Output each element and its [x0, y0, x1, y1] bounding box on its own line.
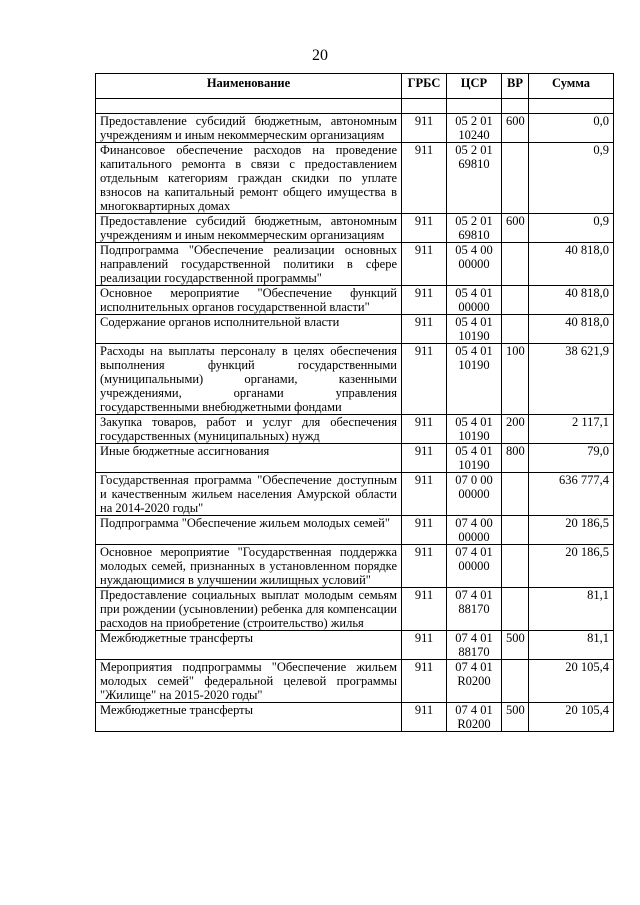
- row-csr-line2: 00000: [458, 257, 490, 271]
- table-row: [96, 703, 614, 732]
- row-csr-line1: 05 2 01: [455, 214, 493, 228]
- row-csr-line1: 07 4 01: [455, 660, 493, 674]
- row-csr-line1: 05 4 01: [455, 344, 493, 358]
- table-row: [96, 243, 614, 286]
- row-csr: [447, 660, 502, 703]
- row-csr-line1: 07 4 01: [455, 703, 493, 717]
- table-row: [96, 545, 614, 588]
- row-csr: [447, 344, 502, 415]
- header-vr: ВР: [502, 74, 529, 99]
- row-sum: 20 105,4: [529, 660, 614, 703]
- row-name: Межбюджетные трансферты: [96, 703, 402, 732]
- row-grbs: 911: [402, 114, 447, 143]
- table-row: [96, 631, 614, 660]
- row-csr-line2: 10190: [458, 358, 490, 372]
- row-vr: 600: [502, 214, 529, 243]
- row-csr: [447, 143, 502, 214]
- row-csr: [447, 315, 502, 344]
- row-grbs: 911: [402, 286, 447, 315]
- page-number: 20: [312, 47, 328, 64]
- table-row: [96, 344, 614, 415]
- row-name: Иные бюджетные ассигнования: [96, 444, 402, 473]
- row-name: Предоставление субсидий бюджетным, автономным учреждениям и иным некоммерческим организациям: [96, 214, 402, 243]
- row-grbs: 911: [402, 243, 447, 286]
- table-row: [96, 143, 614, 214]
- row-csr-line2: 10240: [458, 128, 490, 142]
- row-csr: [447, 516, 502, 545]
- row-sum: 40 818,0: [529, 286, 614, 315]
- row-sum: 20 186,5: [529, 545, 614, 588]
- row-csr: [447, 415, 502, 444]
- row-csr-line1: 07 4 01: [455, 588, 493, 602]
- row-vr: 500: [502, 703, 529, 732]
- row-name: Предоставление субсидий бюджетным, автономным учреждениям и иным некоммерческим организациям: [96, 114, 402, 143]
- row-csr: [447, 243, 502, 286]
- row-name: Финансовое обеспечение расходов на проведение капитального ремонта в связи с предоставлением отдельным категориям граждан скидки по уплате взносов на капитальный ремонт общего имущества в многоквартирных домах: [96, 143, 402, 214]
- table-row: [96, 516, 614, 545]
- row-sum: 38 621,9: [529, 344, 614, 415]
- row-sum: 0,0: [529, 114, 614, 143]
- row-csr-line1: 05 4 01: [455, 444, 493, 458]
- row-csr: [447, 444, 502, 473]
- row-csr: [447, 588, 502, 631]
- table-row: [96, 315, 614, 344]
- row-vr: [502, 545, 529, 588]
- row-csr-line1: 05 2 01: [455, 114, 493, 128]
- row-csr-line2: 00000: [458, 300, 490, 314]
- row-grbs: 911: [402, 315, 447, 344]
- row-csr-line2: 10190: [458, 458, 490, 472]
- budget-table: [95, 73, 614, 732]
- row-sum: 81,1: [529, 588, 614, 631]
- row-csr-line1: 07 4 01: [455, 545, 493, 559]
- row-grbs: 911: [402, 473, 447, 516]
- row-csr-line1: 05 2 01: [455, 143, 493, 157]
- row-csr: [447, 214, 502, 243]
- row-sum: 2 117,1: [529, 415, 614, 444]
- row-csr-line2: 10190: [458, 429, 490, 443]
- row-vr: [502, 286, 529, 315]
- row-grbs: 911: [402, 143, 447, 214]
- row-sum: 40 818,0: [529, 243, 614, 286]
- row-vr: [502, 516, 529, 545]
- row-csr-line2: 10190: [458, 329, 490, 343]
- row-vr: 500: [502, 631, 529, 660]
- row-csr: [447, 703, 502, 732]
- row-name: Межбюджетные трансферты: [96, 631, 402, 660]
- table-header: [96, 74, 614, 99]
- row-name: Основное мероприятие "Государственная поддержка молодых семей, признанных в установленном порядке нуждающимися в улучшении жилищных условий": [96, 545, 402, 588]
- row-csr-line1: 05 4 01: [455, 286, 493, 300]
- row-csr: [447, 114, 502, 143]
- row-grbs: 911: [402, 660, 447, 703]
- header-spacer-row: [96, 99, 614, 114]
- row-grbs: 911: [402, 214, 447, 243]
- header-grbs: ГРБС: [402, 74, 447, 99]
- row-vr: [502, 243, 529, 286]
- table-row: [96, 444, 614, 473]
- row-csr-line2: 69810: [458, 228, 490, 242]
- header-name: Наименование: [96, 74, 402, 99]
- row-grbs: 911: [402, 631, 447, 660]
- row-name: Расходы на выплаты персоналу в целях обеспечения выполнения функций государственными (муниципальными) органами, казенными учреждениями, органами управления государственными внебюджетными фондами: [96, 344, 402, 415]
- row-csr-line2: 88170: [458, 602, 490, 616]
- table-row: [96, 415, 614, 444]
- row-sum: 40 818,0: [529, 315, 614, 344]
- header-csr: ЦСР: [447, 74, 502, 99]
- header-sum: Сумма: [529, 74, 614, 99]
- row-grbs: 911: [402, 415, 447, 444]
- row-csr-line2: 00000: [458, 487, 490, 501]
- row-csr: [447, 473, 502, 516]
- row-csr-line2: 69810: [458, 157, 490, 171]
- row-name: Закупка товаров, работ и услуг для обеспечения государственных (муниципальных) нужд: [96, 415, 402, 444]
- row-csr-line1: 05 4 00: [455, 243, 493, 257]
- row-grbs: 911: [402, 444, 447, 473]
- row-name: Подпрограмма "Обеспечение жильем молодых семей": [96, 516, 402, 545]
- row-grbs: 911: [402, 703, 447, 732]
- row-name: Содержание органов исполнительной власти: [96, 315, 402, 344]
- row-csr-line1: 07 4 01: [455, 631, 493, 645]
- row-sum: 0,9: [529, 143, 614, 214]
- row-name: Предоставление социальных выплат молодым семьям при рождении (усыновлении) ребенка для компенсации расходов на приобретение (строительство) жилья: [96, 588, 402, 631]
- row-vr: [502, 588, 529, 631]
- row-csr-line2: 88170: [458, 645, 490, 659]
- row-grbs: 911: [402, 516, 447, 545]
- row-csr-line2: R0200: [457, 674, 491, 688]
- row-sum: 20 105,4: [529, 703, 614, 732]
- row-name: Подпрограмма "Обеспечение реализации основных направлений государственной политики в сфере реализации государственной программы": [96, 243, 402, 286]
- row-name: Государственная программа "Обеспечение доступным и качественным жильем населения Амурской области на 2014-2020 годы": [96, 473, 402, 516]
- row-vr: 100: [502, 344, 529, 415]
- table-row: [96, 473, 614, 516]
- row-name: Основное мероприятие "Обеспечение функций исполнительных органов государственной власти": [96, 286, 402, 315]
- row-vr: [502, 660, 529, 703]
- table-row: [96, 286, 614, 315]
- row-sum: 636 777,4: [529, 473, 614, 516]
- row-csr: [447, 286, 502, 315]
- row-vr: 200: [502, 415, 529, 444]
- row-csr: [447, 631, 502, 660]
- row-csr-line1: 07 4 00: [455, 516, 493, 530]
- table-row: [96, 660, 614, 703]
- row-sum: 0,9: [529, 214, 614, 243]
- row-csr: [447, 545, 502, 588]
- row-vr: [502, 143, 529, 214]
- row-sum: 81,1: [529, 631, 614, 660]
- row-grbs: 911: [402, 344, 447, 415]
- table-row: [96, 114, 614, 143]
- table-row: [96, 588, 614, 631]
- row-vr: [502, 315, 529, 344]
- row-vr: [502, 473, 529, 516]
- row-csr-line1: 05 4 01: [455, 415, 493, 429]
- row-sum: 79,0: [529, 444, 614, 473]
- row-vr: 600: [502, 114, 529, 143]
- table-body: [96, 99, 614, 732]
- row-csr-line1: 05 4 01: [455, 315, 493, 329]
- row-csr-line2: 00000: [458, 559, 490, 573]
- row-csr-line2: 00000: [458, 530, 490, 544]
- row-name: Мероприятия подпрограммы "Обеспечение жильем молодых семей" федеральной целевой программы "Жилище" на 2015-2020 годы": [96, 660, 402, 703]
- row-grbs: 911: [402, 545, 447, 588]
- table-row: [96, 214, 614, 243]
- row-vr: 800: [502, 444, 529, 473]
- row-grbs: 911: [402, 588, 447, 631]
- row-csr-line2: R0200: [457, 717, 491, 731]
- row-sum: 20 186,5: [529, 516, 614, 545]
- row-csr-line1: 07 0 00: [455, 473, 493, 487]
